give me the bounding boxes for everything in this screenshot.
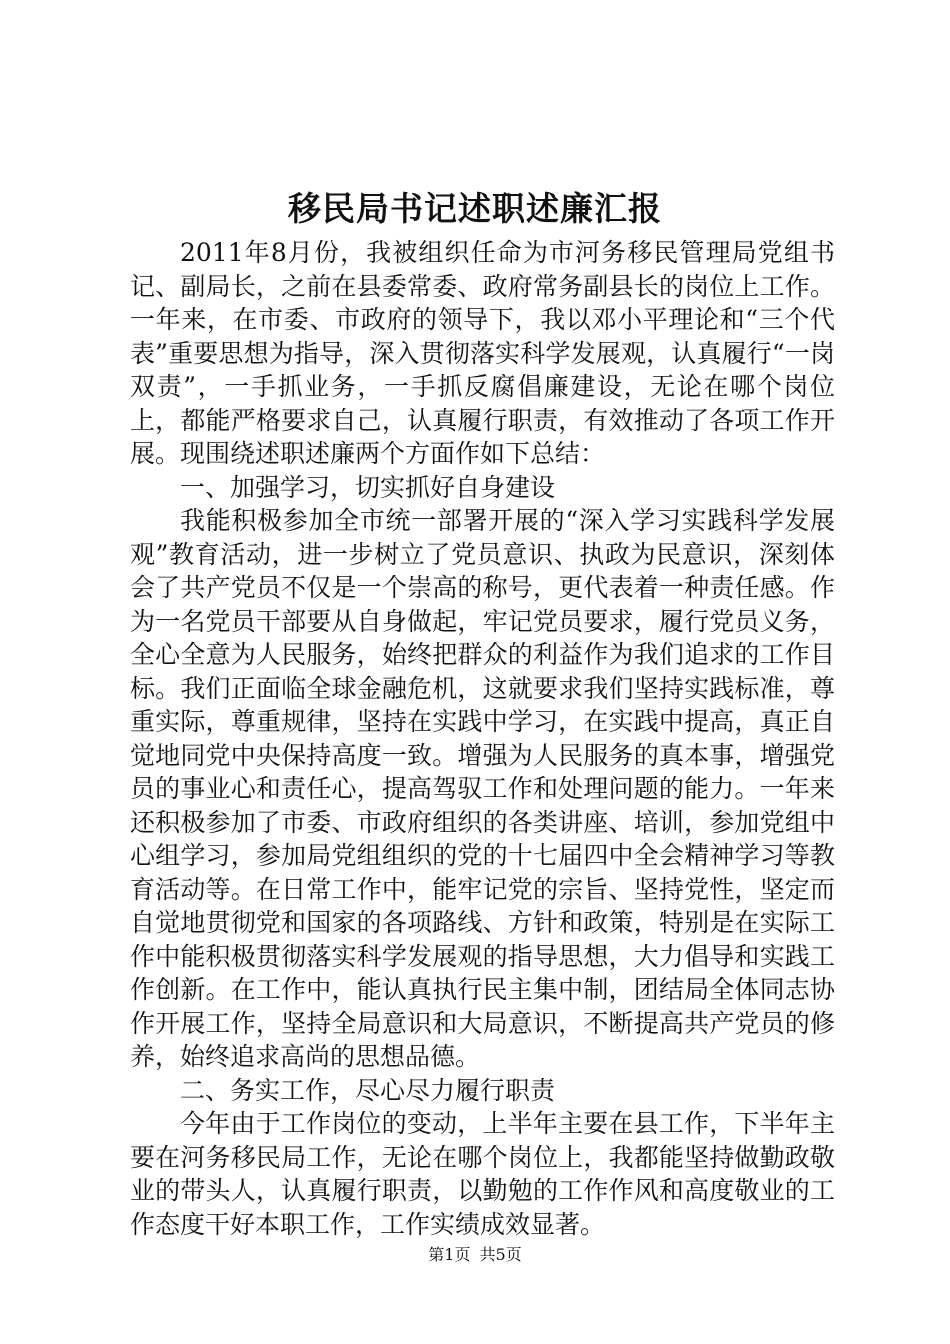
section-heading-2: 二、务实工作，尽心尽力履行职责 [180,1075,556,1105]
section-2-paragraph: 今年由于工作岗位的变动，上半年主要在县工作，下半年主要在河务移民局工作，无论在哪个岗位上，我都能坚持做勤政敬业的带头人，认真履行职责，以勤勉的工作作风和高度敬业的工作态度干好本职工作，工作实绩成效显著。 [130,1109,835,1239]
page-number: 第1页 [428,1245,471,1264]
document-title: 移民局书记述职述廉汇报 [288,189,662,228]
intro-paragraph: 2011年8月份，我被组织任命为市河务移民管理局党组书记、副局长，之前在县委常委、政府常务副县长的岗位上工作。一年来，在市委、市政府的领导下，我以邓小平理论和“三个代表”重要思想为指导，深入贯彻落实科学发展观，认真履行“一岗双责”，一手抓业务，一手抓反腐倡廉建设，无论在哪个岗位上，都能严格要求自己，认真履行职责，有效推动了各项工作开展。现围绕述职述廉两个方面作如下总结： [130,238,835,468]
page-total: 共5页 [479,1245,522,1264]
section-heading-1: 一、加强学习，切实抓好自身建设 [180,472,556,502]
document-body [130,236,835,1241]
section-1-paragraph: 我能积极参加全市统一部署开展的“深入学习实践科学发展观”教育活动，进一步树立了党员意识、执政为民意识，深刻体会了共产党员不仅是一个崇高的称号，更代表着一种责任感。作为一名党员干部要从自身做起，牢记党员要求，履行党员义务，全心全意为人民服务，始终把群众的利益作为我们追求的工作目标。我们正面临全球金融危机，这就要求我们坚持实践标准，尊重实际，尊重规律，坚持在实践中学习，在实践中提高，真正自觉地同党中央保持高度一致。增强为人民服务的真本事，增强党员的事业心和责任心，提高驾驭工作和处理问题的能力。一年来还积极参加了市委、市政府组织的各类讲座、培训，参加党组中心组学习，参加局党组组织的党的十七届四中全会精神学习等教育活动等。在日常工作中，能牢记党的宗旨、坚持党性，坚定而自觉地贯彻党和国家的各项路线、方针和政策，特别是在实际工作中能积极贯彻落实科学发展观的指导思想，大力倡导和实践工作创新。在工作中，能认真执行民主集中制，团结局全体同志协作开展工作，坚持全局意识和大局意识，不断提高共产党员的修养，始终追求高尚的思想品德。 [130,506,835,1071]
page-footer [0,1244,950,1266]
